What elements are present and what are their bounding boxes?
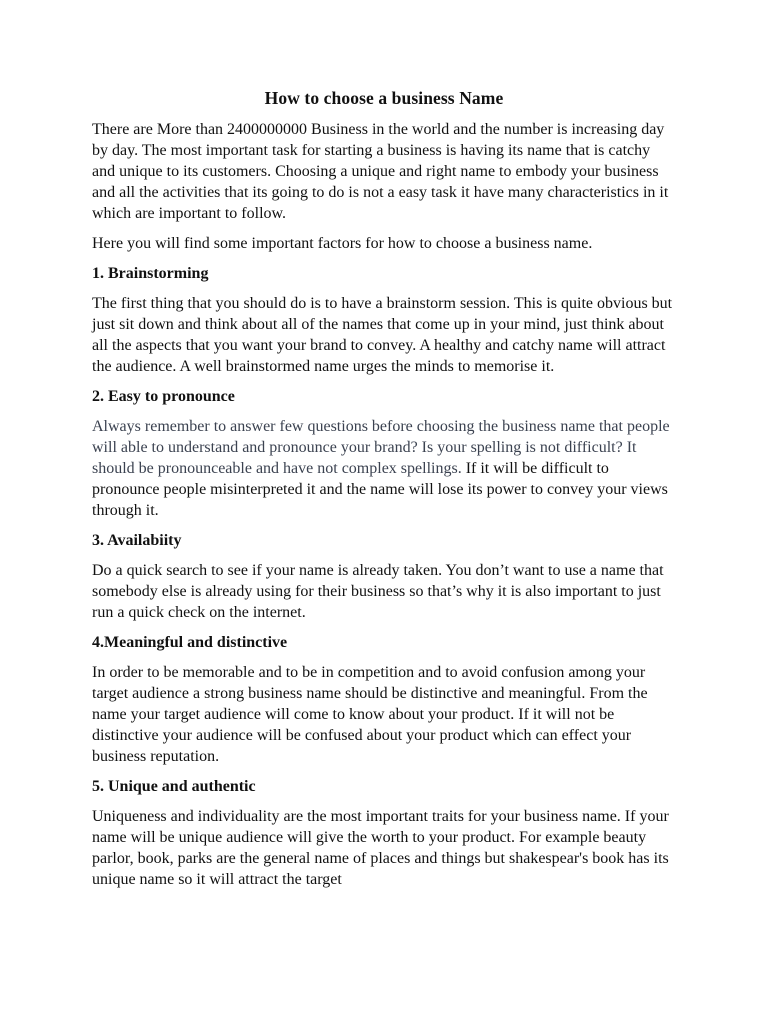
section-heading-brainstorming: 1. Brainstorming (92, 265, 209, 282)
section-body-unique: Uniqueness and individuality are the most important traits for your business name. If your name will be unique audience will give the worth to your product. For example beauty parlor, book, parks are the general name of places and things but shakespear's book has its unique name so it will attract the target (92, 808, 669, 888)
section-body-easy-to-pronounce (92, 416, 676, 521)
section-body-text: If it will be difficult to pronounce people misinterpreted it and the name will lose its power to convey your views through it. (92, 460, 668, 519)
document-title: How to choose a business Name (264, 88, 504, 108)
section-heading-meaningful: 4.Meaningful and distinctive (92, 634, 288, 651)
section-heading-availability: 3. Availabiity (92, 532, 182, 549)
section-body-brainstorming: The first thing that you should do is to have a brainstorm session. This is quite obvious but just sit down and think about all of the names that come up in your mind, just think about all the aspects that you want your brand to convey. A healthy and catchy name will attract the audience. A well brainstormed name urges the minds to memorise it. (92, 295, 673, 375)
section-heading-easy-to-pronounce: 2. Easy to pronounce (92, 388, 235, 405)
section-heading-unique: 5. Unique and authentic (92, 778, 256, 795)
section-body-muted-text: Always remember to answer few questions before choosing the business name that people will able to understand and pronounce your brand? Is your spelling is not difficult? It should be pronounceable and have not complex spellings. (92, 418, 670, 477)
intro-paragraph: There are More than 2400000000 Business in the world and the number is increasing day by day. The most important task for starting a business is having its name that is catchy and unique to its customers. Choosing a unique and right name to embody your business and all the activities that its going to do is not a easy task it have many characteristics in it which are important to follow. (92, 121, 669, 222)
section-body-availability: Do a quick search to see if your name is already taken. You don’t want to use a name that somebody else is already using for their business so that’s why it is also important to just run a quick check on the internet. (92, 562, 664, 621)
section-body-meaningful: In order to be memorable and to be in competition and to avoid confusion among your target audience a strong business name should be distinctive and meaningful. From the name your target audience will come to know about your product. If it will not be distinctive your audience will be confused about your product which can effect your business reputation. (92, 664, 648, 765)
lead-paragraph: Here you will find some important factors for how to choose a business name. (92, 235, 593, 252)
